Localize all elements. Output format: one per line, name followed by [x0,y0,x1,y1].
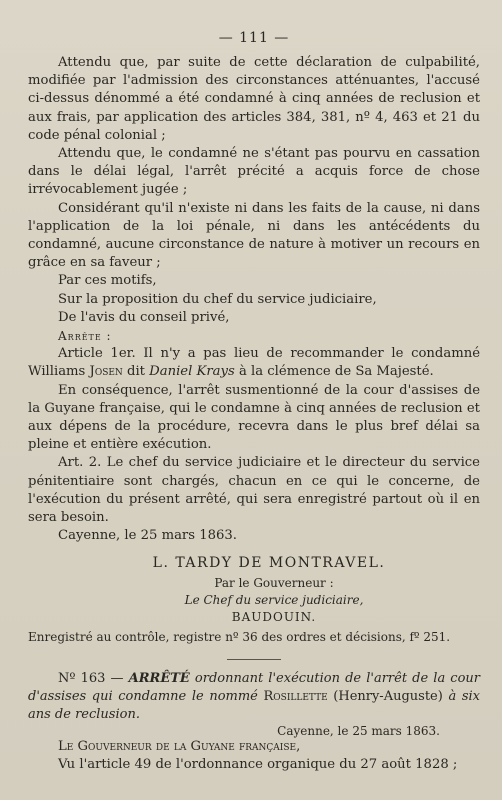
rosillette-rest: (Henry-Auguste) [327,688,443,704]
section-divider [227,659,281,660]
next-number: Nº 163 — [58,670,129,686]
article-1-prefix: Article 1er. Il n'y a pas lieu de recommander le condamné Williams [28,346,480,380]
vu-line: Vu l'article 49 de l'ordonnance organique du 27 août 1828 ; [58,756,458,772]
date-line: Cayenne, le 25 mars 1863. [58,528,237,544]
article-1-suffix: à la clémence de Sa Majesté. [234,364,434,380]
gouverneur-line: Le Gouverneur de la Guyane française, [58,738,301,754]
paragraph-attendu-2: Attendu que, le condamné ne s'étant pas pourvu en cassation dans le délai légal, l'arrêt précité a acquis force de chose irrévocablement jugée ; [28,146,480,198]
paragraph-considerant: Considérant qu'il n'existe ni dans les faits de la cause, ni dans l'application de la loi pénale, ni dans les antécédents du condamné, aucune circonstance de nature à motiver un recours en grâce en sa faveur ; [28,200,480,271]
alias-name: Daniel Krays [149,364,235,380]
page-number: — 111 — [218,30,290,46]
rosillette-name: Rosillette [263,688,328,704]
next-arrete-title [28,670,480,724]
arrete-body [28,54,480,545]
next-date: Cayenne, le 25 mars 1863. [277,723,440,738]
paragraph-attendu-1: Attendu que, par suite de cette déclaration de culpabilité, modifiée par l'admission des circonstances atténuantes, l'accusé ci-dessus dénommé a été condamné à cinq années de reclusion et aux frais, par application des articles 384, 381, nº 4, 463 et 21 du code pénal colonial ; [28,55,480,143]
paragraph-avis: De l'avis du conseil privé, [58,309,230,325]
next-title-b: à six ans de reclusion. [28,688,480,722]
baudouin-signature: BAUDOUIN. [231,610,317,625]
paragraph-proposition: Sur la proposition du chef du service judiciaire, [58,291,377,307]
next-body [28,738,480,774]
josen-name: Josen [89,364,123,380]
paragraph-consequence: En conséquence, l'arrêt susmentionné de la cour d'assises de la Guyane française, qui le condamne à cinq années de reclusion et aux dépens de la procédure, recevra dans le plus bref délai sa pleine et entière exécution. [28,382,480,453]
enregistre-note: Enregistré au contrôle, registre nº 36 des ordres et décisions, fº 251. [28,630,451,645]
governor-signature: L. TARDY DE MONTRAVEL. [152,555,386,572]
paragraph-motifs: Par ces motifs, [58,273,157,289]
par-gouverneur: Par le Gouverneur : [214,576,334,591]
next-title-a: ordonnant l'exécution de l'arrêt de la cour d'assises qui condamne le nommé [28,670,480,704]
arrete-label: Arrête : [58,329,112,344]
next-arrete-word: ARRÊTÉ [128,670,190,686]
article-2: Art. 2. Le chef du service judiciaire et le directeur du service pénitentiaire sont chargés, chacun en ce qui le concerne, de l'exécution du présent arrêté, qui sera enregistré partout où il en sera besoin. [28,455,480,526]
chef-service: Le Chef du service judiciaire, [184,593,364,608]
article-1-mid: dit [122,364,150,380]
article-1 [28,345,480,381]
